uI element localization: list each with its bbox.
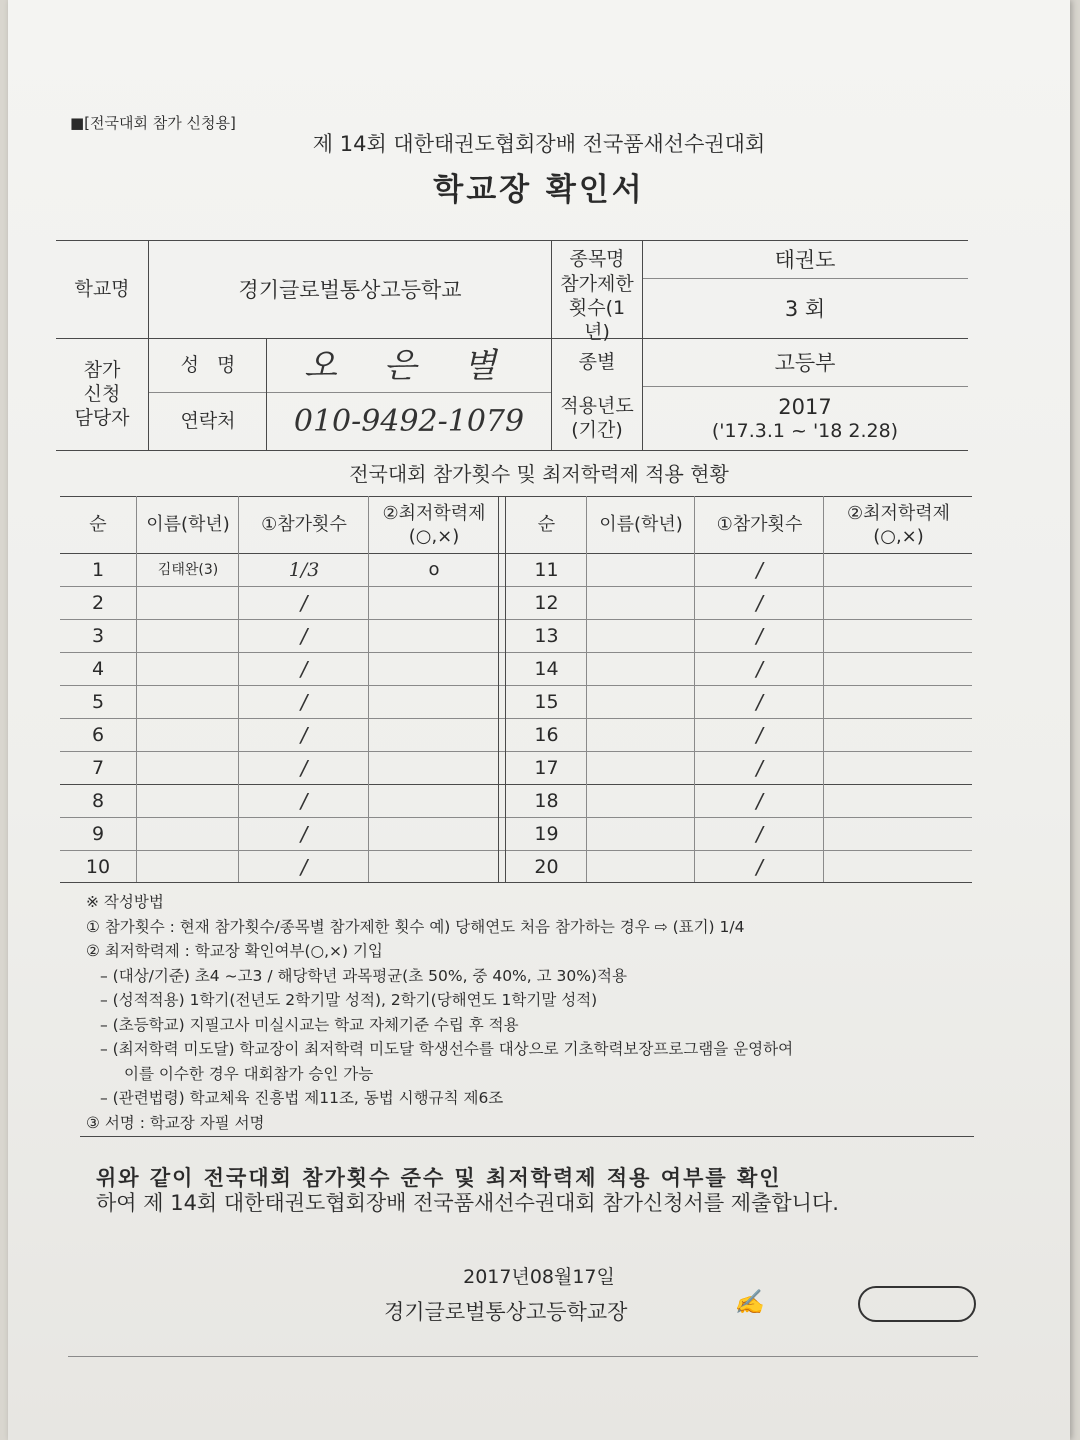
notes-heading: ※ 작성방법 [86,893,164,911]
col-header-no-right: 순 [537,514,556,536]
notes-divider [80,1136,974,1137]
row-academic [370,654,498,685]
col-header-name-right: 이름(학년) [599,514,683,536]
right-row-name [588,819,694,850]
row-number: 5 [91,690,105,713]
limit-value: 3 회 [784,296,826,321]
right-row-name [588,687,694,718]
right-row-academic [825,588,972,619]
closing-statement [96,1166,976,1216]
row-count: / [300,690,308,714]
note-item: ② 최저학력제 : 학교장 확인여부(○,×) 기입 [86,942,383,960]
row-name: 김태완(3) [157,561,219,578]
row-name [138,786,238,817]
right-row-name [588,654,694,685]
note-subitem: – (관련법령) 학교체육 진흥법 제11조, 동법 시행규칙 제6조 [100,1089,504,1107]
contact-label: 연락처 [180,410,236,433]
form-tag: ■[전국대회 참가 신청용] [70,114,236,132]
row-number: 4 [91,657,105,680]
division-label: 종별 [578,351,616,374]
manager-label: 참가 신청 담당자 [74,359,130,429]
note-subitem: – (성적적용) 1학기(전년도 2학기말 성적), 2학기(당해연도 1학기말 성적) [100,991,598,1009]
col-header-no: 순 [89,514,107,536]
right-row-number: 13 [534,624,559,647]
sport-label: 종목명 [569,248,625,271]
right-row-name [588,555,694,586]
right-row-academic [825,555,972,586]
row-count: / [300,723,308,747]
row-count: / [300,624,308,648]
manager-name-handwritten: 오 은 별 [304,345,515,386]
right-row-number: 11 [534,558,559,581]
row-number: 10 [85,855,111,878]
row-number: 6 [91,723,105,746]
row-number: 8 [91,789,105,812]
right-row-count: / [756,591,763,615]
right-row-count: / [756,690,763,714]
row-name [138,819,238,850]
note-item: ① 참가횟수 : 현재 참가횟수/종목별 참가제한 횟수 예) 당해연도 처음 참가하는 경우 ⇨ (표기) 1/4 [86,917,745,936]
period-value: ('17.3.1 ~ '18 2.28) [711,420,899,443]
event-title: 제 14회 대한태권도협회장배 전국품새선수권대회 [312,132,766,156]
row-count: / [300,657,308,681]
note-subitem: – (초등학교) 지필고사 미실시교는 학교 자체기준 수립 후 적용 [100,1015,519,1034]
limit-label: 참가제한 횟수(1년) [560,273,634,343]
row-count: 1/3 [288,558,320,581]
row-academic [370,819,498,850]
right-row-name [588,588,694,619]
row-academic [370,720,498,751]
right-row-academic [825,720,972,751]
sport-value: 태권도 [774,247,836,272]
principal-title: 경기글로벌통상고등학교장 [384,1300,628,1324]
row-number: 1 [91,558,105,581]
row-name [138,720,238,751]
col-header-count-right: ①참가횟수 [716,514,803,536]
year-value: 2017 [778,395,832,419]
year-cell [644,388,966,450]
right-row-name [588,852,694,883]
right-row-count: / [756,558,763,582]
right-row-number: 14 [534,657,559,680]
right-row-count: / [756,822,763,846]
status-section-title: 전국대회 참가횟수 및 최저학력제 적용 현황 [349,462,729,486]
school-label: 학교명 [74,278,130,301]
row-academic [370,588,498,619]
name-label: 성 명 [180,354,236,377]
row-name [138,753,238,784]
right-row-academic [825,654,972,685]
row-name [138,852,238,883]
writing-instructions [86,890,986,1135]
right-row-academic [825,687,972,718]
right-row-name [588,720,694,751]
row-academic [370,786,498,817]
contact-value-handwritten: 010-9492-1079 [293,404,525,440]
row-name [138,687,238,718]
note-subitem-continued: 이를 이수한 경우 대회참가 승인 가능 [124,1064,374,1083]
submission-date: 2017년08월17일 [463,1266,615,1288]
row-name [138,654,238,685]
principal-seal-icon [858,1286,976,1322]
col-header-academic: ②최저학력제 (○,×) [382,503,486,547]
right-row-number: 20 [534,855,559,878]
right-row-count: / [756,855,763,879]
right-row-academic [825,753,972,784]
school-value: 경기글로벌통상고등학교 [238,277,462,302]
col-header-academic-right: ②최저학력제 (○,×) [846,503,951,547]
note-subitem: – (대상/기준) 초4 ~고3 / 해당학년 과목평균(초 50%, 중 40%, 고 30%)적용 [100,966,627,985]
row-academic [370,687,498,718]
row-number: 7 [91,756,105,779]
row-number: 3 [91,624,105,647]
right-row-count: / [756,624,763,648]
row-name [138,621,238,652]
principal-signature: ✍ [734,1288,764,1316]
document-title: 학교장 확인서 [433,172,645,208]
right-row-number: 18 [534,789,559,812]
closing-line-2: 하여 제 14회 대한태권도협회장배 전국품새선수권대회 참가신청서를 제출합니다. [96,1191,839,1215]
row-count: / [300,789,308,813]
right-row-count: / [756,657,763,681]
col-header-count: ①참가횟수 [261,514,347,536]
right-row-academic [825,786,972,817]
row-count: / [300,591,308,615]
row-academic [370,621,498,652]
right-row-academic [825,852,972,883]
right-row-name [588,786,694,817]
document-page [8,0,1070,1440]
row-number: 2 [91,591,105,614]
right-row-count: / [756,789,763,813]
right-row-academic [825,819,972,850]
row-number: 9 [91,822,105,845]
note-subitem: – (최저학력 미도달) 학교장이 최저학력 미도달 학생선수를 대상으로 기초학력보장프로그램을 운영하여 [100,1040,794,1058]
right-row-number: 19 [534,822,559,845]
row-name [138,588,238,619]
row-academic [370,753,498,784]
division-value: 고등부 [774,350,836,375]
right-row-number: 12 [534,591,559,614]
row-count: / [300,822,308,846]
row-count: / [300,855,308,879]
right-row-number: 15 [534,690,559,713]
right-row-name [588,753,694,784]
footer-divider [68,1356,978,1357]
row-count: / [300,756,308,780]
year-label: 적용년도 (기간) [560,395,634,441]
row-academic: o [428,559,440,581]
right-row-count: / [756,723,763,747]
right-row-name [588,621,694,652]
col-header-name: 이름(학년) [146,514,230,536]
closing-line-1: 위와 같이 전국대회 참가횟수 준수 및 최저학력제 적용 여부를 확인 [96,1166,782,1190]
right-row-number: 16 [534,723,559,746]
row-academic [370,852,498,883]
right-row-academic [825,621,972,652]
note-item: ③ 서명 : 학교장 자필 서명 [86,1113,265,1132]
right-row-count: / [756,756,763,780]
right-row-number: 17 [534,756,559,779]
